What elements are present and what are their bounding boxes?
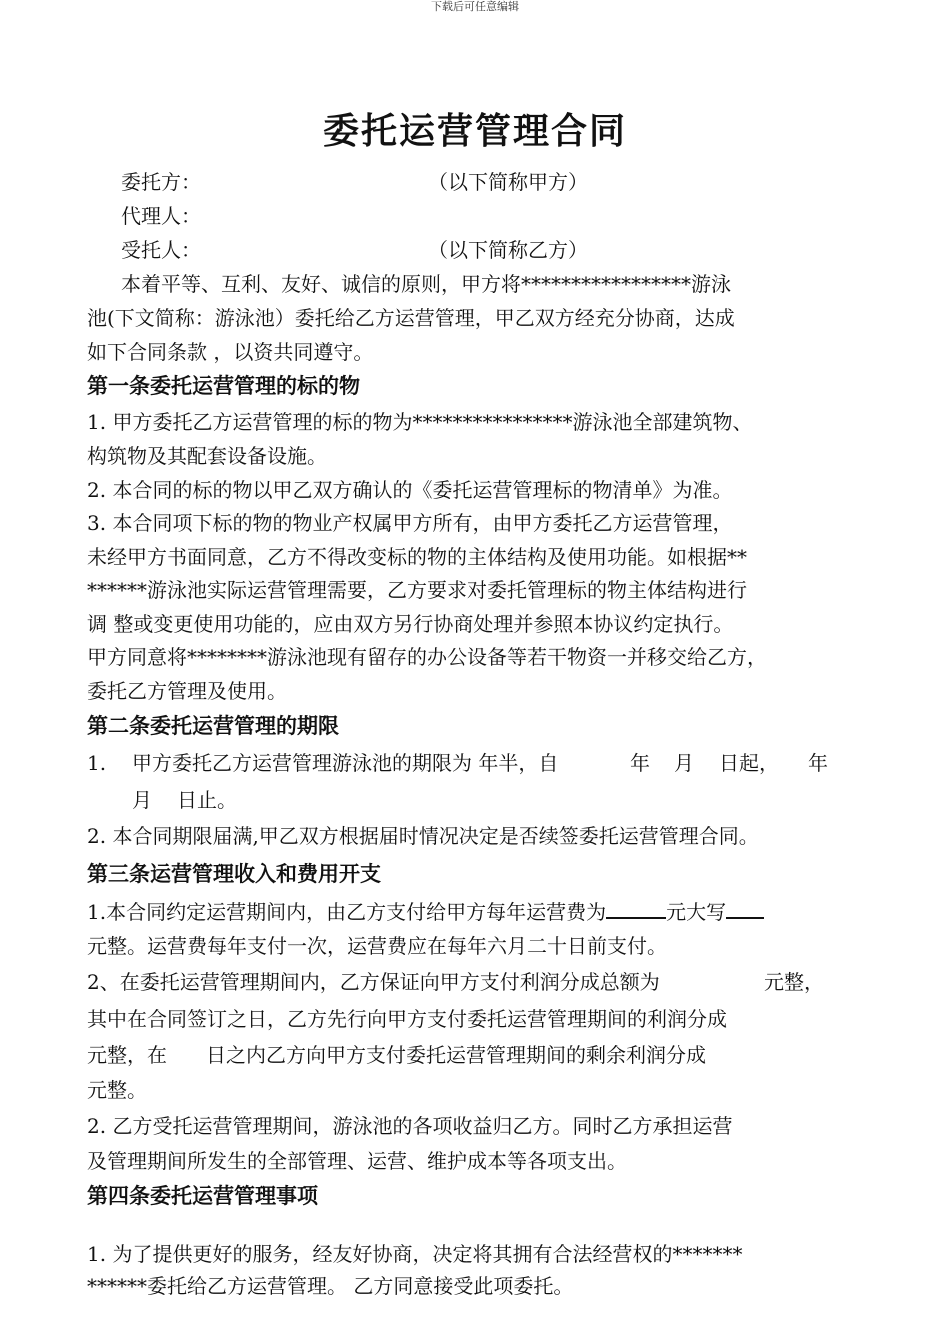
article4-heading: 第四条委托运营管理事项 bbox=[87, 1184, 318, 1208]
article1-line: 3. 本合同项下标的物的物业产权属甲方所有，由甲方委托乙方运营管理， bbox=[87, 511, 733, 535]
client-label: 委托方： bbox=[121, 170, 201, 194]
article3-line bbox=[87, 898, 764, 926]
article2-item1-number: 1. bbox=[87, 751, 107, 775]
intro-line: 池(下文简称：游泳池）委托给乙方运营管理，甲乙双方经充分协商，达成 bbox=[87, 306, 735, 330]
article2-item1-year: 年 bbox=[630, 751, 650, 775]
article3-line: 元整， bbox=[764, 970, 824, 994]
article1-heading: 第一条委托运营管理的标的物 bbox=[87, 374, 360, 398]
article1-line: 委托乙方管理及使用。 bbox=[87, 679, 287, 703]
article3-line: 2. 乙方受托运营管理期间，游泳池的各项收益归乙方。同时乙方承担运营 bbox=[87, 1114, 733, 1138]
article2-item2: 2. 本合同期限届满,甲乙双方根据届时情况决定是否续签委托运营管理合同。 bbox=[87, 824, 759, 848]
article1-line: 构筑物及其配套设备设施。 bbox=[87, 444, 327, 468]
article3-line: 及管理期间所发生的全部管理、运营、维护成本等各项支出。 bbox=[87, 1149, 627, 1173]
article3-line: 元整，在 bbox=[87, 1043, 167, 1067]
article3-line: 日之内乙方向甲方支付委托运营管理期间的剩余利润分成 bbox=[206, 1043, 706, 1067]
header-note: 下载后可任意编辑 bbox=[431, 0, 519, 13]
article2-item1-year2: 年 bbox=[808, 751, 828, 775]
article3-heading: 第三条运营管理收入和费用开支 bbox=[87, 862, 381, 886]
article2-item1-text: 甲方委托乙方运营管理游泳池的期限为 年半，自 bbox=[132, 751, 559, 775]
article3-line: 其中在合同签订之日，乙方先行向甲方支付委托运营管理期间的利润分成 bbox=[87, 1007, 727, 1031]
intro-line: 如下合同条款 ，以资共同遵守。 bbox=[87, 340, 374, 364]
trustee-note: （以下简称乙方） bbox=[428, 238, 588, 262]
article1-line: 2. 本合同的标的物以甲乙双方确认的《委托运营管理标的物清单》为准。 bbox=[87, 478, 733, 502]
article4-line: ******委托给乙方运营管理。 乙方同意接受此项委托。 bbox=[87, 1274, 574, 1298]
article3-fee-caps-label: 元大写 bbox=[666, 900, 727, 924]
article1-line: 调 整或变更使用功能的，应由双方另行协商处理并参照本协议约定执行。 bbox=[87, 612, 734, 636]
fee-amount-blank bbox=[606, 899, 666, 919]
intro-line: 本着平等、互利、友好、诚信的原则，甲方将*****************游泳 bbox=[121, 272, 731, 296]
article2-item1-end: 日止。 bbox=[177, 788, 237, 812]
article3-fee-text: 1.本合同约定运营期间内，由乙方支付给甲方每年运营费为 bbox=[87, 900, 607, 924]
article1-line: 甲方同意将********游泳池现有留存的办公设备等若干物资一并移交给乙方， bbox=[87, 645, 767, 669]
article2-heading: 第二条委托运营管理的期限 bbox=[87, 714, 339, 738]
article2-item1-month: 月 bbox=[674, 751, 694, 775]
document-title: 委托运营管理合同 bbox=[322, 111, 627, 152]
article3-line: 元整。运营费每年支付一次，运营费应在每年六月二十日前支付。 bbox=[87, 934, 667, 958]
client-note: （以下简称甲方） bbox=[428, 170, 588, 194]
article1-line: 未经甲方书面同意，乙方不得改变标的物的主体结构及使用功能。如根据** bbox=[87, 545, 747, 569]
article3-line: 2、在委托运营管理期间内，乙方保证向甲方支付利润分成总额为 bbox=[87, 970, 660, 994]
fee-caps-blank bbox=[726, 899, 764, 919]
article1-line: 1. 甲方委托乙方运营管理的标的物为****************游泳池全部建筑物、 bbox=[87, 410, 753, 434]
article4-line: 1. 为了提供更好的服务，经友好协商，决定将其拥有合法经营权的******* bbox=[87, 1242, 743, 1266]
article2-item1-month2: 月 bbox=[132, 788, 152, 812]
trustee-label: 受托人： bbox=[121, 238, 201, 262]
article1-line: ******游泳池实际运营管理需要，乙方要求对委托管理标的物主体结构进行 bbox=[87, 578, 747, 602]
article3-line: 元整。 bbox=[87, 1078, 147, 1102]
agent-label: 代理人： bbox=[121, 204, 201, 228]
article2-item1-day: 日起， bbox=[719, 751, 779, 775]
